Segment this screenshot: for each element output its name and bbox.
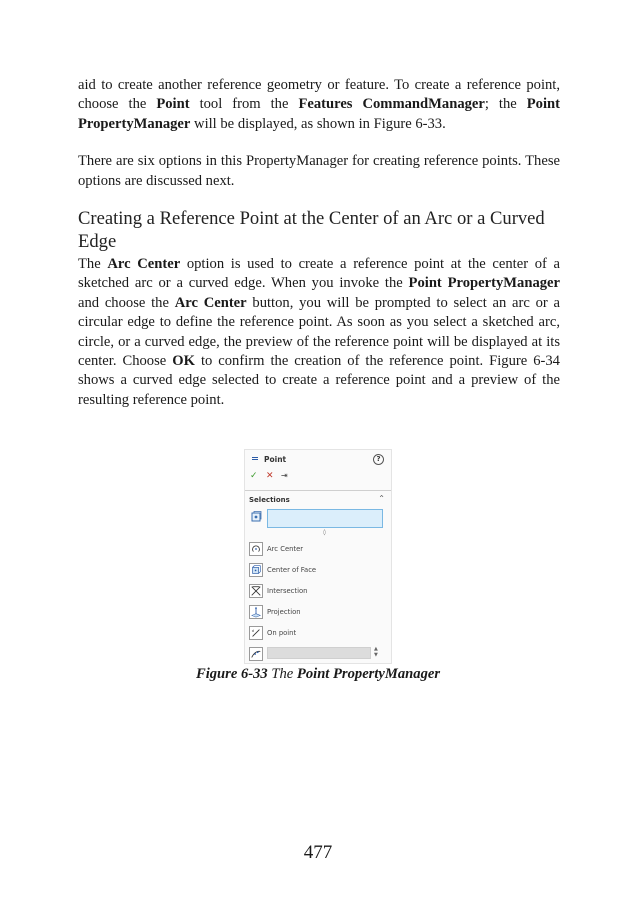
caption-bold: Point PropertyManager [296, 666, 441, 682]
projection-button[interactable] [249, 605, 389, 619]
text-run: option is used to create a reference point at the center of a sketched arc or a curved edge. When you invoke the [78, 256, 561, 292]
point-propertymanager-figure [244, 449, 392, 664]
text-run: to confirm the creation of the reference point. Figure 6-34 shows a curved edge selected to create a reference point and a preview of the resulting reference point. [78, 353, 560, 408]
pm-title: Point [264, 455, 287, 464]
bold-run: Arc Center [174, 294, 247, 311]
paragraph-arc-center [78, 255, 560, 410]
intersection-icon [249, 584, 263, 598]
text-run: will be displayed, as shown in Figure 6-33. [190, 115, 446, 132]
chevron-up-icon[interactable]: ⌃ [378, 494, 385, 503]
on-point-icon [249, 626, 263, 640]
on-point-button[interactable] [249, 626, 389, 640]
point-icon [252, 457, 258, 461]
text-run: button, you will be prompted to select an arc or a circular edge to define the reference point. As soon as you select a sketched arc, circle, or a curved edge, the preview of the reference point will be displayed at its center. Choose [78, 294, 560, 370]
bold-run: Point PropertyManager [408, 275, 560, 292]
ok-check-icon[interactable]: ✓ [250, 471, 258, 481]
paragraph-options: There are six options in this PropertyManager for creating reference points. These options are discussed next. [78, 153, 560, 189]
intersection-button[interactable] [249, 584, 389, 598]
bold-run: Point [156, 96, 190, 113]
reference-entity-icon [251, 511, 262, 522]
bold-run: Features CommandManager [298, 96, 485, 113]
caption-text: The [267, 666, 297, 682]
pushpin-icon[interactable]: ⇥ [281, 471, 288, 480]
caption-label: Figure 6-33 [195, 666, 268, 682]
along-curve-button[interactable] [249, 647, 267, 661]
text-run: aid to create another reference geometry or feature. To create a reference point, choose the [78, 77, 560, 113]
text-run: and choose the [78, 294, 175, 311]
divider [245, 490, 391, 491]
spin-arrows-icon[interactable]: ▲ ▼ [374, 646, 378, 658]
option-label: Intersection [267, 587, 308, 595]
svg-text:d: d [251, 629, 254, 634]
projection-icon [249, 605, 263, 619]
help-icon[interactable]: ? [373, 454, 384, 465]
distance-value-field[interactable] [267, 647, 371, 659]
pm-action-row [245, 470, 391, 482]
option-label: Center of Face [267, 566, 317, 574]
arc-center-icon [249, 542, 263, 556]
cancel-x-icon[interactable]: ✕ [266, 471, 274, 481]
bold-run: Arc Center [107, 256, 181, 273]
selection-input-box[interactable] [267, 509, 383, 528]
center-of-face-icon [249, 563, 263, 577]
resize-caret-icon[interactable]: ◊ [323, 529, 326, 536]
page-number: 477 [303, 842, 333, 863]
figure-caption [0, 666, 636, 683]
center-of-face-button[interactable] [249, 563, 389, 577]
text-run: tool from the [189, 96, 299, 113]
pm-title-bar [245, 454, 391, 466]
option-label: Projection [267, 608, 301, 616]
selections-header[interactable] [245, 496, 391, 506]
option-label: Arc Center [267, 545, 304, 553]
selections-label: Selections [249, 496, 290, 504]
along-curve-distance-icon [249, 647, 263, 661]
arc-center-button[interactable] [249, 542, 389, 556]
body-text [78, 76, 560, 410]
bold-run: Point PropertyManager [78, 96, 560, 132]
section-heading: Creating a Reference Point at the Center of an Arc or a Curved Edge [78, 208, 545, 253]
text-run: The [78, 256, 108, 273]
option-label: On point [267, 629, 297, 637]
bold-run: OK [172, 353, 195, 370]
paragraph-intro [78, 76, 560, 134]
text-run: ; the [484, 96, 527, 113]
